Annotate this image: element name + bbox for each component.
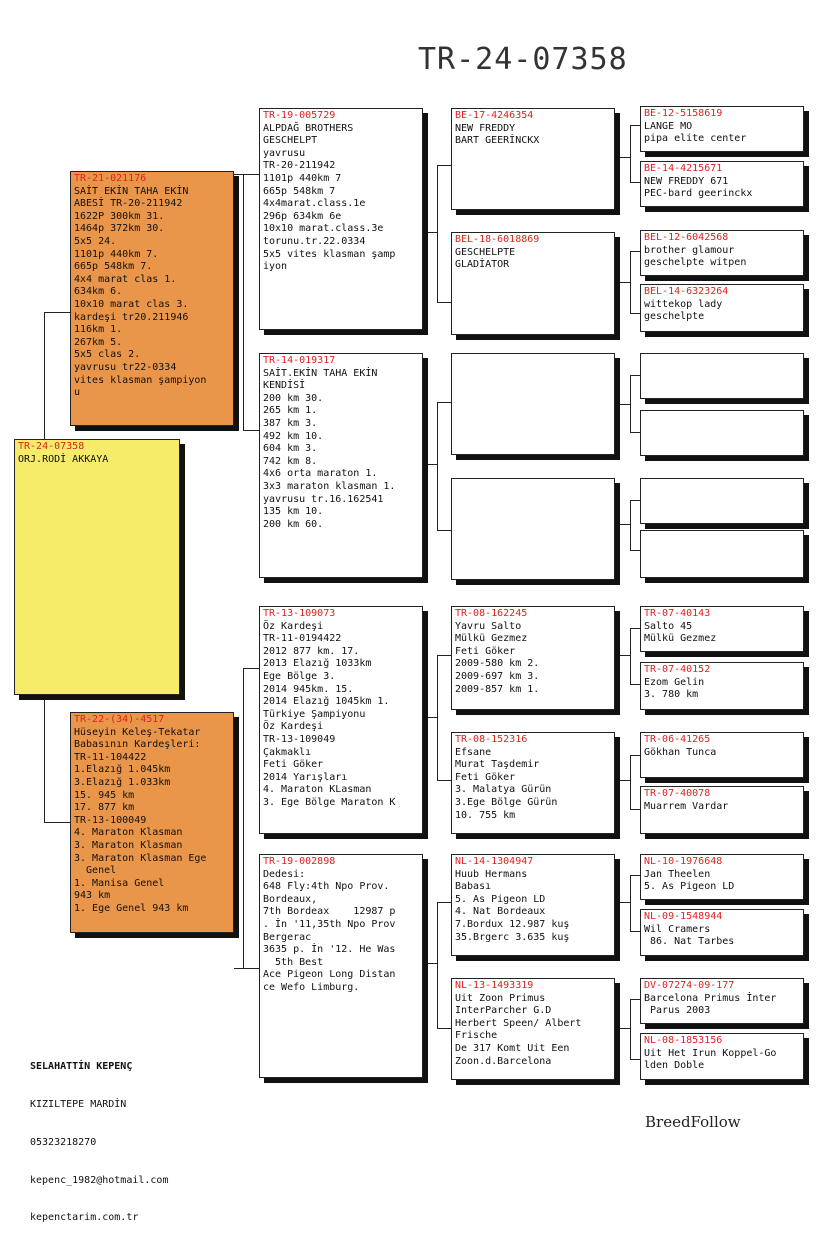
pedigree-text-line: TR-13-109049 [263,733,336,745]
pedigree-text-line: 15. 945 km [74,789,135,801]
pedigree-text-line: kardeşi tr20.211946 [74,311,189,323]
pedigree-text-line: 86. Nat Tarbes [644,936,735,948]
ring-number: DV-07274-09-177 [644,980,735,991]
pedigree-text-line: Dedesi: [263,868,306,880]
pedigree-text-line: 3635 p. İn '12. He Was [263,944,396,956]
pedigree-text-line: Bergerac [263,931,312,943]
dam-box[interactable] [70,712,234,933]
ggp-box-10[interactable] [640,662,804,710]
pedigree-text-line: 7.Bordux 12.987 kuş [455,918,570,930]
connector-line [437,402,451,403]
pedigree-text-line: iyon [263,261,288,273]
connector-line [423,232,437,233]
connector-line [630,550,640,551]
connector-line [243,430,259,431]
connector-line [243,668,259,669]
pedigree-text-line: 3. Maraton Klasman [74,839,183,851]
pedigree-text-line: torunu.tr.22.0334 [263,235,366,247]
pedigree-text-line: GESCHELPT [263,135,318,147]
pedigree-text-line: 742 km 8. [263,455,318,467]
ring-number: TR-07-40078 [644,788,711,799]
pedigree-text-line: Ege Bölge 3. [263,670,336,682]
connector-line [423,717,437,718]
connector-line [630,500,640,501]
pedigree-text-line: . İn '11,35th Npo Prov [263,918,396,930]
pedigree-text-line: GLADİATOR [455,259,510,271]
pedigree-text-line: geschelpte witpen [644,257,747,269]
pedigree-text-line: 2009-697 km 3. [455,670,540,682]
connector-line [615,780,630,781]
ring-number: BEL-14-6323264 [644,286,729,297]
ggp-box-16[interactable] [640,1033,804,1080]
connector-line [615,282,630,283]
connector-line [437,402,438,530]
pedigree-text-line: Babasının Kardeşleri: [74,739,201,751]
connector-line [437,655,438,780]
pedigree-text-line: 135 km 10. [263,506,324,518]
pedigree-text-line: Hüseyin Keleş-Tekatar [74,726,201,738]
pedigree-text-line: Huub Hermans [455,868,528,880]
sire-dam-dam-box[interactable] [451,478,615,580]
connector-line [437,302,451,303]
pedigree-text-line: 2014 945km. 15. [263,683,354,695]
pedigree-text-line: 1464p 372km 30. [74,223,165,235]
ring-number: TR-08-152316 [455,734,528,745]
ring-number: TR-19-005729 [263,110,336,121]
pedigree-text-line: 4. Nat Bordeaux [455,906,546,918]
ring-number: TR-08-162245 [455,608,528,619]
pedigree-text-line: ABESİ TR-20-211942 [74,198,183,210]
pedigree-text-line: Jan Theelen [644,868,711,880]
connector-line [44,695,45,823]
connector-line [234,174,259,175]
pedigree-text-line: ORJ.RODİ AKKAYA [18,453,109,465]
connector-line [630,313,640,314]
connector-line [630,999,640,1000]
sire-dam-sire-box[interactable] [451,353,615,455]
pedigree-text-line: 10x10 marat.class.3e [263,223,384,235]
pedigree-text-line: geschelpte [644,311,705,323]
ggp-box-2[interactable] [640,161,804,207]
sire-box[interactable] [70,171,234,426]
ring-number: BE-14-4215671 [644,163,723,174]
pedigree-text-line: 1622P 300km 31. [74,210,165,222]
sire-dam-box[interactable] [259,353,423,578]
ring-number: NL-09-1548944 [644,911,723,922]
pedigree-text-line: 4. Maraton KLasman [263,784,372,796]
pedigree-text-line: 2014 Elazığ 1045km 1. [263,696,390,708]
ring-number: TR-19-002898 [263,856,336,867]
pedigree-text-line: Çakmaklı [263,746,312,758]
pedigree-text-line: Frische [455,1030,498,1042]
ring-number: NL-14-1304947 [455,856,534,867]
sire-sire-sire-box[interactable] [451,108,615,210]
ggp-box-5[interactable] [640,353,804,399]
pedigree-text-line: 116km 1. [74,324,123,336]
pedigree-text-line: 1.Elazığ 1.045km [74,764,171,776]
connector-line [615,524,630,525]
pedigree-text-line: Mülkü Gezmez [644,633,717,645]
pedigree-text-line: Feti Göker [455,771,516,783]
connector-line [437,165,438,302]
pedigree-text-line: Uit Zoon Primus [455,992,546,1004]
pedigree-text-line: 648 Fly:4th Npo Prov. [263,881,390,893]
ring-number: BEL-12-6042568 [644,232,729,243]
pedigree-text-line: ALPDAĞ BROTHERS [263,122,354,134]
connector-line [44,312,45,439]
ring-number: NL-08-1853156 [644,1035,723,1046]
ring-number: NL-10-1976648 [644,856,723,867]
pedigree-text-line: ce Wefo Limburg. [263,981,360,993]
owner-line: kepenc_1982@hotmail.com [30,1174,169,1186]
pedigree-text-line: Barcelona Primus İnter [644,992,777,1004]
pedigree-text-line: Öz Kardeşi [263,620,324,632]
dam-dam-dam-box[interactable] [451,978,615,1080]
pedigree-text-line: 3x3 maraton klasman 1. [263,480,396,492]
connector-line [615,404,630,405]
pedigree-text-line: Salto 45 [644,620,693,632]
connector-line [630,432,640,433]
pedigree-text-line: Mülkü Gezmez [455,633,528,645]
pedigree-text-line: 2009-857 km 1. [455,683,540,695]
pedigree-text-line: BART GEERİNCKX [455,135,540,147]
ring-number: TR-13-109073 [263,608,336,619]
ggp-box-4[interactable] [640,284,804,332]
ggp-box-9[interactable] [640,606,804,652]
connector-line [630,500,631,550]
connector-line [615,655,630,656]
pedigree-text-line: 943 km [74,890,111,902]
connector-line [630,755,631,809]
connector-line [630,251,640,252]
pedigree-text-line: Wil Cramers [644,923,711,935]
pedigree-text-line: 5x5 24. [74,235,117,247]
ring-number: TR-07-40143 [644,608,711,619]
pedigree-text-line: 5. As Pigeon LD [644,881,735,893]
connector-line [437,655,451,656]
pedigree-text-line: 296p 634km 6e [263,210,342,222]
owner-line: 05323218270 [30,1136,97,1148]
pedigree-text-line: InterParcher G.D [455,1005,552,1017]
connector-line [630,999,631,1059]
pedigree-text-line: 7th Bordeax 12987 p [263,906,396,918]
ggp-box-11[interactable] [640,732,804,778]
sire-sire-box[interactable] [259,108,423,330]
pedigree-text-line: 200 km 30. [263,392,324,404]
connector-line [437,165,451,166]
pedigree-text-line: Ezom Gelin [644,676,705,688]
connector-line [615,902,630,903]
pedigree-text-line: 4x6 orta maraton 1. [263,468,378,480]
connector-line [423,963,437,964]
ring-number: TR-22-(34)-4517 [74,714,165,725]
pedigree-text-line: 17. 877 km [74,802,135,814]
pedigree-text-line: KENDİSİ [263,380,306,392]
pedigree-text-line: Gökhan Tunca [644,746,717,758]
pedigree-text-line: 2013 Elazığ 1033km [263,658,372,670]
pedigree-text-line: lden Doble [644,1060,705,1072]
connector-line [243,668,244,968]
pedigree-text-line: Öz Kardeşi [263,721,324,733]
dam-sire-dam-box[interactable] [451,732,615,834]
connector-line [437,530,451,531]
pedigree-text-line: Feti Göker [263,759,324,771]
ggp-box-3[interactable] [640,230,804,276]
connector-line [44,822,70,823]
pedigree-text-line: yavrusu [263,147,306,159]
dam-dam-sire-box[interactable] [451,854,615,956]
pedigree-text-line: Efsane [455,746,492,758]
pedigree-text-line: wittekop lady [644,298,723,310]
pedigree-text-line: u [74,387,81,399]
pedigree-text-line: SAİT EKİN TAHA EKİN [74,185,189,197]
pedigree-text-line: 665p 548km 7. [74,261,153,273]
pedigree-text-line: 3. Ege Bölge Maraton K [263,796,396,808]
pedigree-text-line: TR-13-100049 [74,814,147,826]
connector-line [437,1028,451,1029]
pedigree-text-line: 4x4 marat clas 1. [74,273,177,285]
ring-number: TR-07-40152 [644,664,711,675]
pedigree-text-line: TR-20-211942 [263,160,336,172]
dam-dam-box[interactable] [259,854,423,1078]
pedigree-text-line: LANGE MO [644,120,693,132]
connector-line [630,628,631,684]
pedigree-text-line: 1. Manisa Genel [74,877,165,889]
pedigree-text-line: Muarrem Vardar [644,800,729,812]
pedigree-text-line: brother glamour [644,244,735,256]
pedigree-text-line: 1101p 440km 7. [74,248,159,260]
connector-line [630,375,640,376]
ggp-box-13[interactable] [640,854,804,900]
pedigree-text-line: 35.Brgerc 3.635 kuş [455,931,570,943]
pedigree-text-line: 604 km 3. [263,443,318,455]
connector-line [234,968,259,969]
ggp-box-8[interactable] [640,530,804,578]
connector-line [630,251,631,313]
pedigree-text-line: Feti Göker [455,645,516,657]
pedigree-text-line: 3.Elazığ 1.033km [74,776,171,788]
connector-line [44,312,70,313]
ggp-box-12[interactable] [640,786,804,834]
ring-number: BE-12-5158619 [644,108,723,119]
pedigree-text-line: TR-11-0194422 [263,633,342,645]
pedigree-text-line: SAİT.EKİN TAHA EKİN [263,367,378,379]
connector-line [437,902,451,903]
connector-line [243,174,244,430]
connector-line [615,157,630,158]
dam-sire-box[interactable] [259,606,423,834]
pedigree-text-line: yavrusu tr.16.162541 [263,493,384,505]
connector-line [630,684,640,685]
pedigree-text-line: 3.Ege Bölge Gürün [455,796,558,808]
pedigree-text-line: Murat Taşdemir [455,759,540,771]
pedigree-text-line: 2009-580 km 2. [455,658,540,670]
pedigree-text-line: GESCHELPTE [455,246,516,258]
pedigree-text-line: 4. Maraton Klasman [74,827,183,839]
pedigree-text-line: yavrusu tr22-0334 [74,361,177,373]
ggp-box-6[interactable] [640,410,804,456]
connector-line [437,780,451,781]
connector-line [630,809,640,810]
ring-number: TR-14-019317 [263,355,336,366]
pedigree-text-line: 387 km 3. [263,417,318,429]
connector-line [630,125,631,182]
dam-sire-sire-box[interactable] [451,606,615,710]
pedigree-text-line: 3. 780 km [644,689,699,701]
sire-sire-dam-box[interactable] [451,232,615,335]
ggp-box-15[interactable] [640,978,804,1024]
ggp-box-14[interactable] [640,909,804,956]
pedigree-text-line: NEW FREDDY 671 [644,175,729,187]
owner-contact [30,1036,168,1238]
pedigree-text-line: 5. As Pigeon LD [455,893,546,905]
connector-line [630,1059,640,1060]
ring-number: TR-06-41265 [644,734,711,745]
connector-line [630,182,640,183]
pedigree-text-line: 10x10 marat clas 3. [74,298,189,310]
pedigree-text-line: NEW FREDDY [455,122,516,134]
pedigree-text-line: Bordeaux, [263,893,318,905]
pedigree-text-line: vites klasman şampiyon [74,374,207,386]
pedigree-text-line: Parus 2003 [644,1005,711,1017]
pedigree-text-line: PEC-bard geerinckx [644,188,753,200]
pedigree-text-line: Türkiye Şampiyonu [263,708,366,720]
pedigree-text-line: 492 km 10. [263,430,324,442]
connector-line [630,875,631,931]
connector-line [630,628,640,629]
pedigree-text-line: 5th Best [263,956,324,968]
ggp-box-7[interactable] [640,478,804,524]
ring-number: NL-13-1493319 [455,980,534,991]
connector-line [630,755,640,756]
pedigree-text-line: 267km 5. [74,336,123,348]
pedigree-text-line: 665p 548km 7 [263,185,336,197]
pedigree-text-line: 1101p 440km 7 [263,172,342,184]
pedigree-text-line: Uit Het Irun Koppel-Go [644,1047,777,1059]
connector-line [630,375,631,432]
ring-number: BE-17-4246354 [455,110,534,121]
pedigree-text-line: Zoon.d.Barcelona [455,1055,552,1067]
pedigree-text-line: Ace Pigeon Long Distan [263,969,396,981]
ring-number: TR-24-07358 [18,441,85,452]
owner-line: kepenctarim.com.tr [30,1212,139,1224]
pedigree-text-line: 200 km 60. [263,518,324,530]
pedigree-text-line: TR-11-104422 [74,751,147,763]
owner-line: KIZILTEPE MARDİN [30,1098,127,1110]
pedigree-text-line: 2014 Yarışları [263,771,348,783]
ring-number: BEL-18-6018869 [455,234,540,245]
pedigree-text-line: 3. Maraton Klasman Ege [74,852,207,864]
pedigree-text-line: 10. 755 km [455,809,516,821]
pedigree-text-line: De 317 Komt Uit Een [455,1042,570,1054]
pedigree-text-line: pipa elite center [644,133,747,145]
connector-line [630,875,640,876]
pedigree-text-line: Yavru Salto [455,620,522,632]
pedigree-text-line: 2012 877 km. 17. [263,645,360,657]
pedigree-text-line: Babası [455,881,492,893]
pedigree-text-line: Herbert Speen/ Albert [455,1017,582,1029]
owner-name: SELAHATTİN KEPENÇ [30,1061,133,1073]
brand-logo-text: BreedFollow [645,1113,741,1131]
ggp-box-1[interactable] [640,106,804,152]
pedigree-text-line: 634km 6. [74,286,123,298]
connector-line [630,125,640,126]
pedigree-text-line: Genel [74,865,117,877]
pedigree-text-line: 1. Ege Genel 943 km [74,902,189,914]
pedigree-text-line: 3. Malatya Gürün [455,784,552,796]
connector-line [437,902,438,1028]
connector-line [615,1028,630,1029]
pedigree-text-line: 265 km 1. [263,405,318,417]
connector-line [423,464,437,465]
ring-number: TR-21-021176 [74,173,147,184]
pedigree-text-line: 5x5 vites klasman şamp [263,248,396,260]
subject-box[interactable] [14,439,180,695]
connector-line [630,931,640,932]
pedigree-text-line: 5x5 clas 2. [74,349,141,361]
pedigree-text-line: 4x4marat.class.1e [263,198,366,210]
pedigree-title: TR-24-07358 [418,42,628,77]
